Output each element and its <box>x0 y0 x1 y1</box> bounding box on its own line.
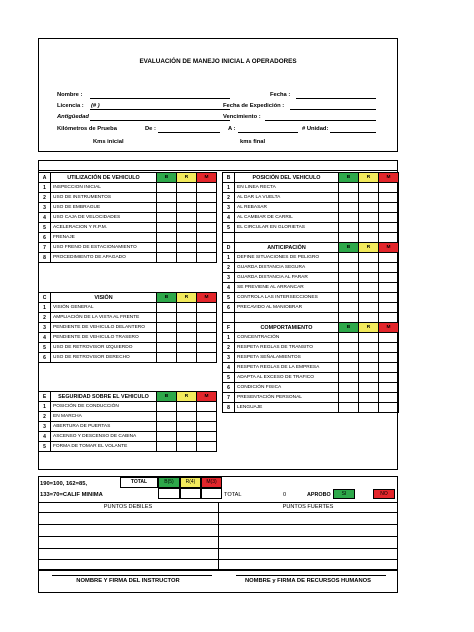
table-row: 2 AMPLIACIÓN DE LA VISTA AL FRENTE <box>39 313 217 323</box>
item-label: USO DE EMBRAGUE <box>51 203 157 213</box>
rating-cell-r[interactable] <box>177 353 197 363</box>
header-frame <box>38 38 398 152</box>
rating-cell-m[interactable] <box>197 233 217 243</box>
item-label: EN LINEA RECTA <box>235 183 339 193</box>
rating-cell-b[interactable] <box>157 183 177 193</box>
rating-cell-b[interactable] <box>339 333 359 343</box>
vencimiento-field[interactable] <box>265 120 376 121</box>
rating-cell-m[interactable] <box>379 393 399 403</box>
rating-cell-m[interactable] <box>379 203 399 213</box>
total-value: 0 <box>283 492 287 498</box>
rating-cell-r[interactable] <box>359 373 379 383</box>
table-row: 8 PROCEDIMIENTO DE APAGADO <box>39 253 217 263</box>
table-row: 1 INSPECCION INICIAL <box>39 183 217 193</box>
item-label: AL REBASAR <box>235 203 339 213</box>
rating-cell-r[interactable] <box>177 442 197 452</box>
item-label: CONCENTRACIÓN <box>235 333 339 343</box>
rating-cell-b[interactable] <box>339 403 359 413</box>
rating-cell-m[interactable] <box>197 402 217 412</box>
rating-cell-b[interactable] <box>157 343 177 353</box>
rating-cell-r[interactable] <box>359 363 379 373</box>
rating-cell-r[interactable] <box>359 333 379 343</box>
rating-cell-b[interactable] <box>157 432 177 442</box>
nombre-field[interactable] <box>90 98 230 99</box>
rating-cell-m[interactable] <box>379 353 399 363</box>
rating-cell-m[interactable] <box>379 373 399 383</box>
puntos-debiles-label: PUNTOS DEBILES <box>103 504 153 510</box>
table-row: 3 USO DE EMBRAGUE <box>39 203 217 213</box>
rating-cell-b[interactable] <box>339 263 359 273</box>
item-label: PENDIENTE DE VEHICULO TRASERO <box>51 333 157 343</box>
item-label: DEFINE SITUACIONES DE PELIGRO <box>235 253 339 263</box>
rating-cell-m[interactable] <box>197 313 217 323</box>
rating-cell-r[interactable] <box>359 283 379 293</box>
rating-cell-b[interactable] <box>157 233 177 243</box>
rating-cell-b[interactable] <box>157 253 177 263</box>
table-row: 6 FRENAJE <box>39 233 217 243</box>
item-label: AL DAR LA VUELTA <box>235 193 339 203</box>
rating-cell-m[interactable] <box>197 442 217 452</box>
de-label: De : <box>145 126 156 132</box>
table-row: 3 GUARDA DISTANCIA AL PARAR <box>223 273 399 283</box>
rating-cell-b[interactable] <box>339 283 359 293</box>
rating-cell-m[interactable] <box>197 422 217 432</box>
rating-cell-r[interactable] <box>359 343 379 353</box>
table-row: 4 RESPETA REGLAS DE LA EMPRESA <box>223 363 399 373</box>
item-label: USO FRENO DE ESTACIONAMIENTO <box>51 243 157 253</box>
item-label: PROCEDIMIENTO DE APAGADO <box>51 253 157 263</box>
km-de-field[interactable] <box>158 132 220 133</box>
rating-cell-r[interactable] <box>359 203 379 213</box>
rating-cell-b[interactable] <box>157 193 177 203</box>
rating-m-header: M <box>379 323 399 333</box>
table-row: 4 AL CAMBIAR DE CARRIL <box>223 213 399 223</box>
rating-cell-b[interactable] <box>157 353 177 363</box>
item-label: FRENAJE <box>51 233 157 243</box>
rating-cell-r[interactable] <box>177 333 197 343</box>
rating-r-header: R <box>177 293 197 303</box>
rating-cell-r[interactable] <box>359 273 379 283</box>
table-row: 8 LENGUAJE <box>223 403 399 413</box>
rating-cell-b[interactable] <box>157 412 177 422</box>
rating-b-header: B <box>157 293 177 303</box>
item-label: USO DE RETROVISOR DERECHO <box>51 353 157 363</box>
unidad-field[interactable] <box>330 132 376 133</box>
item-label: RESPETA REGLAS DE LA EMPRESA <box>235 363 339 373</box>
section-letter: B <box>223 173 235 183</box>
rating-cell-b[interactable] <box>339 353 359 363</box>
rating-cell-m[interactable] <box>197 353 217 363</box>
rating-cell-r[interactable] <box>359 403 379 413</box>
rating-r-header: R <box>359 243 379 253</box>
rating-cell-r[interactable] <box>359 223 379 233</box>
rating-cell-r[interactable] <box>177 432 197 442</box>
rating-b-header: B <box>339 323 359 333</box>
rating-cell-m[interactable] <box>197 223 217 233</box>
rating-cell-r[interactable] <box>177 183 197 193</box>
table-row: 3 AL REBASAR <box>223 203 399 213</box>
rating-cell-b[interactable] <box>339 343 359 353</box>
rating-cell-m[interactable] <box>197 183 217 193</box>
item-label: EL CIRCULAR EN GLORIETAS <box>235 223 339 233</box>
rating-cell-r[interactable] <box>359 183 379 193</box>
fecha-label: Fecha : <box>270 92 291 98</box>
table-row: 2 USO DE INSTRUMENTOS <box>39 193 217 203</box>
section-f-header <box>223 323 399 333</box>
km-prueba-label: Kilómetros de Prueba <box>57 126 117 132</box>
table-row: 2 AL DAR LA VUELTA <box>223 193 399 203</box>
rating-cell-b[interactable] <box>157 313 177 323</box>
item-label: INSPECCION INICIAL <box>51 183 157 193</box>
rating-cell-m[interactable] <box>379 333 399 343</box>
fecha-field[interactable] <box>296 98 376 99</box>
rating-cell-m[interactable] <box>197 432 217 442</box>
vencimiento-label: Vencimiento : <box>223 114 261 120</box>
item-label: EN MARCHA <box>51 412 157 422</box>
rating-cell-m[interactable] <box>197 412 217 422</box>
item-label: AMPLIACIÓN DE LA VISTA AL FRENTE <box>51 313 157 323</box>
rating-cell-r[interactable] <box>177 343 197 353</box>
item-label: VISIÓN GENERAL <box>51 303 157 313</box>
notes-line <box>38 536 398 537</box>
rating-cell-b[interactable] <box>339 223 359 233</box>
notes-line <box>38 559 398 560</box>
table-row: 3 ABERTURA DE PUERTAS <box>39 422 217 432</box>
table-row: 1 VISIÓN GENERAL <box>39 303 217 313</box>
nombre-label: Nombre : <box>57 92 83 98</box>
notes-line <box>38 524 398 525</box>
rating-cell-r[interactable] <box>359 303 379 313</box>
antiguedad-field[interactable] <box>90 120 230 121</box>
unidad-label: # Unidad: <box>302 126 329 132</box>
rating-cell-b[interactable] <box>157 243 177 253</box>
table-row: 4 ASCENSO Y DESCENSO DE CABINA <box>39 432 217 442</box>
section-letter: A <box>39 173 51 183</box>
section-title: POSICIÓN DEL VEHICULO <box>235 173 339 183</box>
table-row: 7 PRESENTACIÓN PERSONAL <box>223 393 399 403</box>
kms-inicial-label: Kms inicial <box>93 139 124 145</box>
spacer-row <box>223 313 399 323</box>
rating-cell-b[interactable] <box>339 183 359 193</box>
rating-cell-r[interactable] <box>177 253 197 263</box>
table-row: 6 USO DE RETROVISOR DERECHO <box>39 353 217 363</box>
rating-cell-m[interactable] <box>379 403 399 413</box>
item-label: ADAPTA AL EXCESO DE TRAFICO <box>235 373 339 383</box>
section-title: ANTICIPACIÓN <box>235 243 339 253</box>
section-e-header <box>39 392 217 402</box>
rating-cell-m[interactable] <box>379 223 399 233</box>
rating-cell-b[interactable] <box>339 203 359 213</box>
aprobo-no[interactable]: NO <box>373 489 395 499</box>
table-row: 4 SE PREVIENE AL ARRANCAR <box>223 283 399 293</box>
item-label: ABERTURA DE PUERTAS <box>51 422 157 432</box>
rating-cell-b[interactable] <box>157 402 177 412</box>
section-a-header <box>39 173 217 183</box>
rating-cell-r[interactable] <box>177 402 197 412</box>
table-row: 1 CONCENTRACIÓN <box>223 333 399 343</box>
table-row: 1 EN LINEA RECTA <box>223 183 399 193</box>
table-row: 7 USO FRENO DE ESTACIONAMIENTO <box>39 243 217 253</box>
rating-r-header: R <box>359 173 379 183</box>
licencia-field[interactable] <box>90 109 230 110</box>
licencia-value: (# ) <box>91 103 100 109</box>
section-b-table <box>222 172 399 413</box>
table-row: 5 ADAPTA AL EXCESO DE TRAFICO <box>223 373 399 383</box>
total-b5-value[interactable] <box>158 488 180 499</box>
km-a-field[interactable] <box>238 132 298 133</box>
rating-cell-b[interactable] <box>339 193 359 203</box>
rating-cell-b[interactable] <box>339 213 359 223</box>
rating-m-header: M <box>197 293 217 303</box>
form-title: EVALUACIÓN DE MANEJO INICIAL A OPERADORES <box>139 58 297 65</box>
total-r4: R(4) <box>180 477 201 488</box>
aprobo-label: APROBO <box>307 492 331 498</box>
table-row: 5 FORMA DE TOMAR EL VOLANTE <box>39 442 217 452</box>
rating-cell-m[interactable] <box>379 343 399 353</box>
rating-cell-r[interactable] <box>177 213 197 223</box>
rating-cell-b[interactable] <box>339 363 359 373</box>
total-m3-value[interactable] <box>201 488 222 499</box>
rating-cell-m[interactable] <box>197 203 217 213</box>
rating-cell-b[interactable] <box>339 373 359 383</box>
item-label: ASCENSO Y DESCENSO DE CABINA <box>51 432 157 442</box>
licencia-label: Licencia : <box>57 103 84 109</box>
item-label: PRESENTACIÓN PERSONAL <box>235 393 339 403</box>
table-row: 5 USO DE RETROVISOR IZQUIERDO <box>39 343 217 353</box>
table-row: 3 PENDIENTE DE VEHICULO DELANTERO <box>39 323 217 333</box>
table-row: 1 DEFINE SITUACIONES DE PELIGRO <box>223 253 399 263</box>
section-e-table <box>38 391 217 452</box>
section-b-header <box>223 173 399 183</box>
section-title: VISIÓN <box>51 293 157 303</box>
table-row: 2 RESPETA REGLAS DE TRANSITO <box>223 343 399 353</box>
rating-cell-b[interactable] <box>157 203 177 213</box>
section-title: SEGURIDAD SOBRE EL VEHICULO <box>51 392 157 402</box>
rating-cell-r[interactable] <box>177 412 197 422</box>
item-label: PRECAVIDO AL MANIOBRAR <box>235 303 339 313</box>
rating-b-header: B <box>339 173 359 183</box>
rating-cell-b[interactable] <box>339 273 359 283</box>
total-m3: M(3) <box>201 477 222 488</box>
item-label: CONDICIÓN FISICA <box>235 383 339 393</box>
rating-cell-b[interactable] <box>157 333 177 343</box>
scale-line-2: 133=70=CALIF MINIMA <box>40 492 103 498</box>
kms-final-label: kms final <box>240 139 266 145</box>
rating-cell-b[interactable] <box>157 442 177 452</box>
rating-cell-r[interactable] <box>177 313 197 323</box>
rating-cell-m[interactable] <box>379 253 399 263</box>
table-row: 4 USO CAJA DE VELOCIDADES <box>39 213 217 223</box>
rating-m-header: M <box>379 243 399 253</box>
rating-cell-b[interactable] <box>157 422 177 432</box>
rating-cell-m[interactable] <box>197 343 217 353</box>
rating-r-header: R <box>177 392 197 402</box>
rating-cell-r[interactable] <box>177 422 197 432</box>
rating-r-header: R <box>177 173 197 183</box>
table-row: 4 PENDIENTE DE VEHICULO TRASERO <box>39 333 217 343</box>
rating-b-header: B <box>157 392 177 402</box>
antiguedad-label: Antigüedad <box>57 114 89 120</box>
item-label: GUARDA DISTANCIA SEGURA <box>235 263 339 273</box>
rating-b-header: B <box>157 173 177 183</box>
rating-cell-m[interactable] <box>197 333 217 343</box>
rating-cell-r[interactable] <box>177 223 197 233</box>
item-label: AL CAMBIAR DE CARRIL <box>235 213 339 223</box>
rating-cell-r[interactable] <box>359 213 379 223</box>
total-label-2: TOTAL <box>224 492 242 498</box>
table-row: 6 CONDICIÓN FISICA <box>223 383 399 393</box>
rating-cell-r[interactable] <box>177 243 197 253</box>
rating-m-header: M <box>197 173 217 183</box>
section-title: COMPORTAMIENTO <box>235 323 339 333</box>
table-row: 5 CONTROLA LAS INTERSECCIONES <box>223 293 399 303</box>
rating-cell-m[interactable] <box>197 243 217 253</box>
item-label: GUARDA DISTANCIA AL PARAR <box>235 273 339 283</box>
instructor-signature-line[interactable] <box>52 575 212 576</box>
rating-cell-b[interactable] <box>339 393 359 403</box>
rating-cell-m[interactable] <box>379 263 399 273</box>
rating-cell-m[interactable] <box>379 283 399 293</box>
rating-m-header: M <box>379 173 399 183</box>
rating-b-header: B <box>339 243 359 253</box>
table-row: 1 POSICIÓN DE CONDUCCIÓN <box>39 402 217 412</box>
rh-signature-label: NOMBRE y FIRMA DE RECURSOS HUMANOS <box>244 578 372 584</box>
rating-cell-r[interactable] <box>177 323 197 333</box>
scale-line-1: 190=100, 162=85, <box>40 481 88 487</box>
item-label: CONTROLA LAS INTERSECCIONES <box>235 293 339 303</box>
rating-m-header: M <box>197 392 217 402</box>
rating-cell-m[interactable] <box>197 253 217 263</box>
rating-cell-m[interactable] <box>379 303 399 313</box>
total-b5: B(5) <box>158 477 180 488</box>
rating-cell-r[interactable] <box>177 303 197 313</box>
item-label: FORMA DE TOMAR EL VOLANTE <box>51 442 157 452</box>
section-letter: C <box>39 293 51 303</box>
section-a-table <box>38 172 217 263</box>
table-row: 5 EL CIRCULAR EN GLORIETAS <box>223 223 399 233</box>
rating-cell-b[interactable] <box>157 303 177 313</box>
section-c-table <box>38 292 217 363</box>
table-row: 3 RESPETA SEÑALAMIENTOS <box>223 353 399 363</box>
section-letter: F <box>223 323 235 333</box>
aprobo-si[interactable]: SI <box>333 489 355 499</box>
rating-cell-r[interactable] <box>359 293 379 303</box>
rating-cell-r[interactable] <box>359 353 379 363</box>
rating-cell-r[interactable] <box>359 393 379 403</box>
item-label: PENDIENTE DE VEHICULO DELANTERO <box>51 323 157 333</box>
instructor-signature-label: NOMBRE Y FIRMA DEL INSTRUCTOR <box>76 578 180 584</box>
rating-cell-m[interactable] <box>197 323 217 333</box>
section-letter: E <box>39 392 51 402</box>
rating-cell-b[interactable] <box>339 293 359 303</box>
rating-cell-m[interactable] <box>379 383 399 393</box>
table-row: 2 GUARDA DISTANCIA SEGURA <box>223 263 399 273</box>
rating-cell-b[interactable] <box>339 253 359 263</box>
rating-cell-r[interactable] <box>177 193 197 203</box>
fecha-expedicion-label: Fecha de Expedición : <box>223 103 285 109</box>
section-title: UTILIZACIÓN DE VEHICULO <box>51 173 157 183</box>
rating-cell-b[interactable] <box>157 323 177 333</box>
item-label: RESPETA SEÑALAMIENTOS <box>235 353 339 363</box>
rating-cell-r[interactable] <box>177 203 197 213</box>
item-label: LENGUAJE <box>235 403 339 413</box>
rating-cell-m[interactable] <box>379 183 399 193</box>
rating-cell-m[interactable] <box>197 303 217 313</box>
item-label: USO CAJA DE VELOCIDADES <box>51 213 157 223</box>
puntos-fuertes-label: PUNTOS FUERTES <box>282 504 334 510</box>
table-row: 5 ACELERACION Y R.P.M. <box>39 223 217 233</box>
rating-cell-m[interactable] <box>379 273 399 283</box>
rating-cell-m[interactable] <box>379 213 399 223</box>
rating-cell-r[interactable] <box>177 233 197 243</box>
section-c-header <box>39 293 217 303</box>
rating-r-header: R <box>359 323 379 333</box>
rating-cell-m[interactable] <box>379 193 399 203</box>
item-label: ACELERACION Y R.P.M. <box>51 223 157 233</box>
rating-cell-m[interactable] <box>379 363 399 373</box>
total-label: TOTAL <box>120 477 158 488</box>
rh-signature-line[interactable] <box>236 575 386 576</box>
notes-line <box>38 548 398 549</box>
table-row: 6 PRECAVIDO AL MANIOBRAR <box>223 303 399 313</box>
rating-cell-m[interactable] <box>197 193 217 203</box>
item-label: POSICIÓN DE CONDUCCIÓN <box>51 402 157 412</box>
item-label: USO DE RETROVISOR IZQUIERDO <box>51 343 157 353</box>
notes-line <box>38 512 398 513</box>
rating-cell-m[interactable] <box>379 293 399 303</box>
item-label: RESPETA REGLAS DE TRANSITO <box>235 343 339 353</box>
evaluation-top-divider <box>38 170 398 171</box>
rating-cell-b[interactable] <box>157 213 177 223</box>
rating-cell-b[interactable] <box>339 303 359 313</box>
a-label: A : <box>228 126 236 132</box>
total-r4-value[interactable] <box>180 488 201 499</box>
fecha-expedicion-field[interactable] <box>290 109 376 110</box>
rating-cell-r[interactable] <box>359 253 379 263</box>
rating-cell-r[interactable] <box>359 263 379 273</box>
spacer-row <box>223 233 399 243</box>
item-label: USO DE INSTRUMENTOS <box>51 193 157 203</box>
rating-cell-b[interactable] <box>157 223 177 233</box>
rating-cell-r[interactable] <box>359 193 379 203</box>
rating-cell-m[interactable] <box>197 213 217 223</box>
rating-cell-b[interactable] <box>339 383 359 393</box>
item-label: SE PREVIENE AL ARRANCAR <box>235 283 339 293</box>
table-row: 2 EN MARCHA <box>39 412 217 422</box>
section-d-header <box>223 243 399 253</box>
section-letter: D <box>223 243 235 253</box>
rating-cell-r[interactable] <box>359 383 379 393</box>
